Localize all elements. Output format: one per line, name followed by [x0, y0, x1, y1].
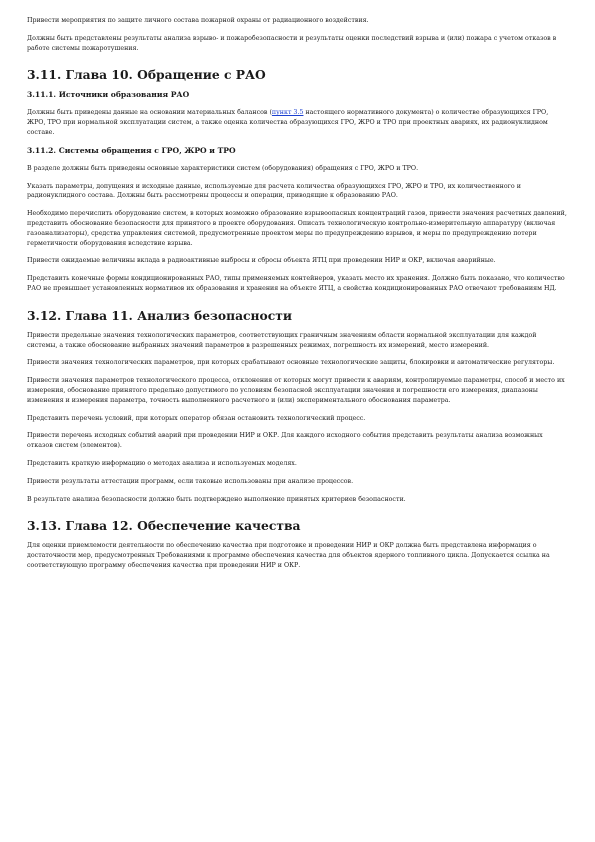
paragraph: Привести значения технологических параметров, при которых срабатывают основные технологические защиты, блокировки и автоматические регуляторы. [27, 359, 555, 367]
subsection-heading-3-11-2: 3.11.2. Системы обращения с ГРО, ЖРО и ТРО [27, 145, 236, 155]
paragraph [27, 108, 568, 137]
paragraph: Необходимо перечислить оборудование систем, в которых возможно образование взрывоопасных концентраций газов, привести значения расчетных давлений, представить обоснование безопасности для принятого в проекте оборудования. Описать технологическую контрольно-измерительную аппаратуру (включая газоанализаторы), средства управления системой, предусмотренные проектом меры по предупреждению взрывов, и меры по предупреждению потери герметичности оборудования вследствие взрыва. [27, 210, 567, 247]
paragraph: Указать параметры, допущения и исходные данные, используемые для расчета количества образующихся ГРО, ЖРО и ТРО, их количественного и радионуклидного состава. Должны быть рассмотрены процессы и операции, приводящие к образованию РАО. [27, 182, 521, 200]
paragraph: Привести перечень исходных событий аварий при проведении НИР и ОКР. Для каждого исходного события представить результаты анализа возможных отказов систем (элементов). [27, 432, 543, 450]
paragraph: Привести значения параметров технологического процесса, отклонения от которых могут привести к авариям, контролируемые параметры, способ и место их измерения, обоснование принятого предельно допустимого по условиям безопасной эксплуатации значения и погрешности его измерения, диапазоны изменения и измерения параметра, точность выполненного расчетного и (или) экспериментального обоснования параметра. [27, 377, 565, 404]
subsection-heading-3-11-1: 3.11.1. Источники образования РАО [27, 90, 190, 100]
paragraph-text: настоящего нормативного документа) о количестве образующихся ГРО, ЖРО, ТРО при нормальной эксплуатации систем, а также оценка количества образующихся ГРО, ЖРО и ТРО при проектных авариях, их радионуклидном составе. [27, 109, 549, 136]
paragraph: В результате анализа безопасности должно быть подтверждено выполнение принятых критериев безопасности. [27, 495, 406, 503]
paragraph-text: Должны быть приведены данные на основании материальных балансов ( [27, 109, 272, 117]
section-heading-3-11: 3.11. Глава 10. Обращение с РАО [27, 67, 266, 83]
paragraph: Представить краткую информацию о методах анализа и используемых моделях. [27, 459, 297, 467]
paragraph: Привести предельные значения технологических параметров, соответствующих граничным значениям области нормальной эксплуатации для каждой системы, а также обоснование выбранных значений параметров в разрешенных режимах, погрешность их измерений, место измерений. [27, 331, 537, 349]
paragraph: Привести результаты аттестации программ, если таковые использованы при анализе процессов. [27, 477, 354, 485]
paragraph: Привести мероприятия по защите личного состава пожарной охраны от радиационного воздействия. [27, 17, 369, 24]
paragraph: В разделе должны быть приведены основные характеристики систем (оборудования) обращения с ГРО, ЖРО и ТРО. [27, 164, 419, 172]
paragraph: Должны быть представлены результаты анализа взрыво- и пожаробезопасности и результаты оценки последствий взрыва и (или) пожара с учетом отказов в работе системы пожаротушения. [27, 34, 557, 52]
section-heading-3-12: 3.12. Глава 11. Анализ безопасности [27, 307, 292, 323]
paragraph: Представить конечные формы кондиционированных РАО, типы применяемых контейнеров, указать место их хранения. Должно быть показано, что количество РАО не превышает установленных нормативов их образования и хранения на объекте ЯТЦ, а свойства кондиционированных РАО отвечают требованиям НД. [27, 275, 565, 292]
paragraph: Представить перечень условий, при которых оператор обязан остановить технологический процесс. [27, 414, 366, 422]
section-heading-3-13: 3.13. Глава 12. Обеспечение качества [27, 518, 301, 534]
link-clause-3-5[interactable]: пункт 3.5 [271, 109, 304, 117]
paragraph: Привести ожидаемые величины вклада в радиоактивные выбросы и сбросы объекта ЯТЦ при проведении НИР и ОКР, включая аварийные. [27, 257, 496, 265]
paragraph: Для оценки приемлемости деятельности по обеспечению качества при подготовке и проведении НИР и ОКР должна быть представлена информация о достаточности мер, предусмотренных Требованиями к программе обеспечения качества для объектов ядерного топливного цикла. Допускается ссылка на соответствующую программу обеспечения качества при проведении НИР и ОКР. [27, 542, 550, 569]
